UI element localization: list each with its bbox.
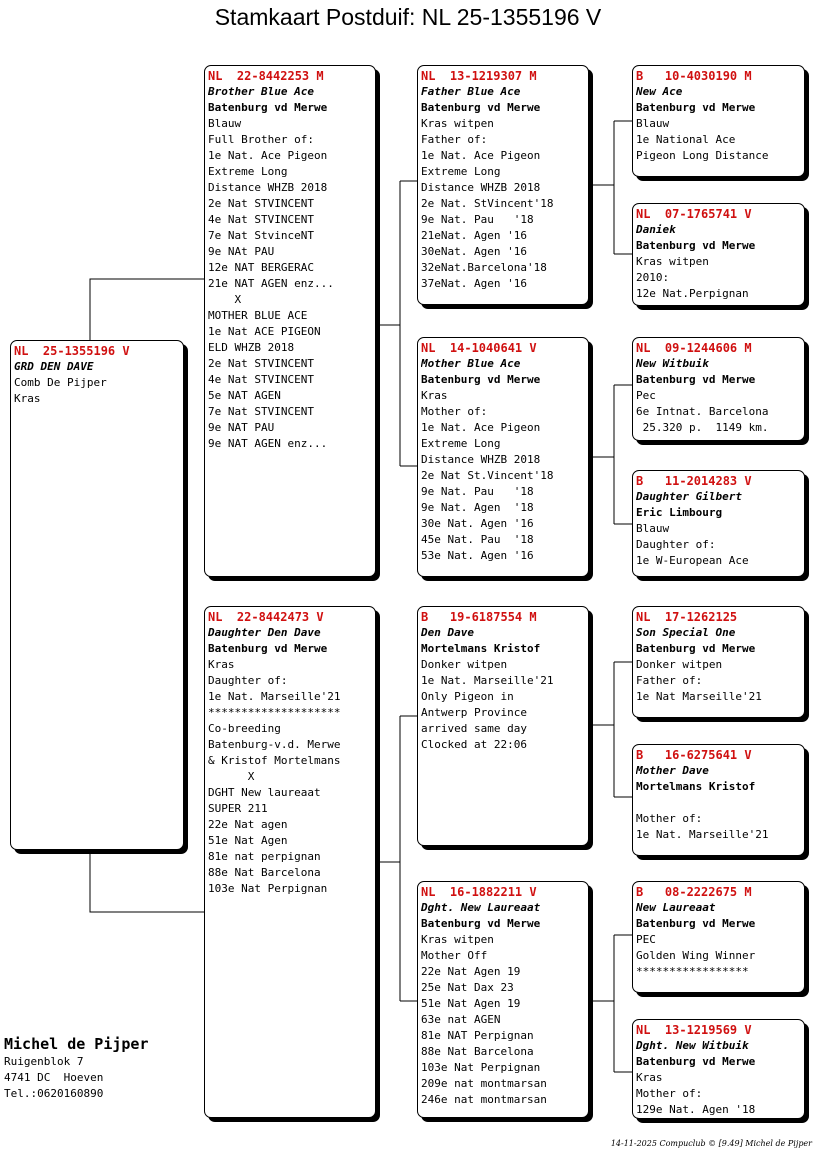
card-text-line: 21eNat. Agen '16 — [421, 229, 527, 242]
card-text-line: 22e Nat Agen 19 — [421, 965, 521, 978]
card-text-line: 1e W-European Ace — [636, 554, 749, 567]
owner-phone: Tel.:0620160890 — [4, 1087, 104, 1100]
ring-number: NL 22-8442253 M — [208, 69, 324, 83]
pedigree-card-dam-dam-sire — [632, 881, 805, 993]
card-text-line: 9e Nat. Pau '18 — [421, 213, 534, 226]
pedigree-card-sire-dam — [417, 337, 589, 577]
ring-number: NL 25-1355196 V — [14, 344, 130, 358]
card-text-line: Kras — [208, 658, 235, 671]
pigeon-name: Dght. New Witbuik — [636, 1039, 749, 1052]
card-text-line: 6e Intnat. Barcelona — [636, 405, 769, 418]
card-text-line: SUPER 211 — [208, 802, 268, 815]
breeder-name: Batenburg vd Merwe — [421, 917, 541, 930]
pigeon-name: Daughter Den Dave — [208, 626, 321, 639]
card-text-line: Kras — [636, 1071, 663, 1084]
card-text-line: Mother Off — [421, 949, 488, 962]
ring-number: B 11-2014283 V — [636, 474, 752, 488]
card-text-line: 103e Nat Perpignan — [208, 882, 328, 895]
card-text-line: 9e Nat. Pau '18 — [421, 485, 534, 498]
card-text-line: 1e Nat. Marseille'21 — [421, 674, 554, 687]
card-text-line: 103e Nat Perpignan — [421, 1061, 541, 1074]
breeder-name: Batenburg vd Merwe — [636, 239, 756, 252]
card-text-line: 21e NAT AGEN enz... — [208, 277, 334, 290]
card-text-line: 45e Nat. Pau '18 — [421, 533, 534, 546]
pedigree-card-sire-sire-sire — [632, 65, 805, 177]
card-text-line: Clocked at 22:06 — [421, 738, 527, 751]
card-text-line: 4e Nat STVINCENT — [208, 213, 314, 226]
ring-number: B 08-2222675 M — [636, 885, 752, 899]
card-text-line: DGHT New laureaat — [208, 786, 321, 799]
pedigree-card-dam-sire-dam — [632, 744, 805, 856]
card-text-line: Pec — [636, 389, 656, 402]
card-text-line: 2e Nat STVINCENT — [208, 197, 314, 210]
card-text-line: Blauw — [208, 117, 242, 130]
pedigree-card-sire — [204, 65, 376, 577]
pigeon-name: Dght. New Laureaat — [421, 901, 541, 914]
card-text-line: & Kristof Mortelmans — [208, 754, 341, 767]
card-text-line: 32eNat.Barcelona'18 — [421, 261, 547, 274]
card-text-line: MOTHER BLUE ACE — [208, 309, 308, 322]
ring-number: NL 13-1219569 V — [636, 1023, 752, 1037]
card-text-line: 9e NAT PAU — [208, 421, 275, 434]
pigeon-name: GRD DEN DAVE — [14, 360, 94, 373]
card-text-line: 22e Nat agen — [208, 818, 288, 831]
pedigree-card-sire-sire-dam — [632, 203, 805, 306]
ring-number: NL 17-1262125 — [636, 610, 738, 624]
card-text-line: 1e Nat ACE PIGEON — [208, 325, 321, 338]
card-text-line: X — [208, 293, 242, 306]
card-text-line: Daughter of: — [636, 538, 716, 551]
card-text-line: 81e NAT Perpignan — [421, 1029, 534, 1042]
pigeon-name: Mother Blue Ace — [421, 357, 521, 370]
pigeon-name: New Laureaat — [636, 901, 716, 914]
card-text-line: Father of: — [421, 133, 488, 146]
breeder-name: Batenburg vd Merwe — [636, 917, 756, 930]
card-text-line: Comb De Pijper — [14, 376, 107, 389]
card-text-line: 81e nat perpignan — [208, 850, 321, 863]
footer-credits: 14-11-2025 Compuclub © [9.49] Michel de Pijper — [610, 1139, 812, 1148]
card-text-line: Kras witpen — [421, 117, 494, 130]
ring-number: NL 13-1219307 M — [421, 69, 537, 83]
card-text-line: 1e Nat. Ace Pigeon — [421, 421, 541, 434]
page-title: Stamkaart Postduif: NL 25-1355196 V — [214, 4, 602, 30]
card-text-line: 5e NAT AGEN — [208, 389, 281, 402]
owner-address-city: 4741 DC Hoeven — [4, 1071, 104, 1084]
breeder-name: Batenburg vd Merwe — [421, 101, 541, 114]
pedigree-card-subject — [10, 340, 184, 850]
card-text-line: Extreme Long — [421, 165, 501, 178]
ring-number: NL 16-1882211 V — [421, 885, 537, 899]
breeder-name: Mortelmans Kristof — [636, 780, 756, 793]
card-text-line: Distance WHZB 2018 — [421, 181, 541, 194]
ring-number: NL 09-1244606 M — [636, 341, 752, 355]
card-text-line: 1e Nat Marseille'21 — [636, 690, 762, 703]
card-text-line: Donker witpen — [636, 658, 723, 671]
breeder-name: Batenburg vd Merwe — [636, 373, 756, 386]
ring-number: B 16-6275641 V — [636, 748, 752, 762]
card-text-line: 209e nat montmarsan — [421, 1077, 547, 1090]
card-text-line: ***************** — [636, 965, 749, 978]
card-text-line: 1e National Ace — [636, 133, 736, 146]
card-text-line: 25e Nat Dax 23 — [421, 981, 514, 994]
ring-number: NL 07-1765741 V — [636, 207, 752, 221]
card-text-line: Mother of: — [636, 1087, 703, 1100]
pigeon-name: Son Special One — [636, 626, 736, 639]
ring-number: B 10-4030190 M — [636, 69, 752, 83]
card-text-line: 53e Nat. Agen '16 — [421, 549, 534, 562]
breeder-name: Mortelmans Kristof — [421, 642, 541, 655]
pigeon-name: Daniek — [636, 223, 676, 236]
breeder-name: Batenburg vd Merwe — [636, 642, 756, 655]
card-text-line: Kras — [421, 389, 448, 402]
breeder-name: Batenburg vd Merwe — [208, 101, 328, 114]
pedigree-card-dam-dam-dam — [632, 1019, 805, 1119]
card-text-line: 9e NAt PAU — [208, 245, 275, 258]
card-text-line: PEC — [636, 933, 656, 946]
pigeon-name: Den Dave — [421, 626, 474, 639]
ring-number: NL 22-8442473 V — [208, 610, 324, 624]
card-text-line: arrived same day — [421, 722, 527, 735]
card-text-line: 63e nat AGEN — [421, 1013, 501, 1026]
card-text-line: 88e Nat Barcelona — [421, 1045, 534, 1058]
card-text-line: 12e Nat.Perpignan — [636, 287, 749, 300]
card-text-line: ELD WHZB 2018 — [208, 341, 295, 354]
pigeon-name: Brother Blue Ace — [208, 85, 314, 98]
card-text-line: 2e Nat. StVincent'18 — [421, 197, 554, 210]
owner-name: Michel de Pijper — [4, 1035, 149, 1053]
card-text-line: Distance WHZB 2018 — [208, 181, 328, 194]
card-text-line: 246e nat montmarsan — [421, 1093, 547, 1106]
card-text-line: 4e Nat STVINCENT — [208, 373, 314, 386]
card-text-line: 30eNat. Agen '16 — [421, 245, 527, 258]
owner-address-street: Ruigenblok 7 — [4, 1055, 84, 1068]
card-text-line: 51e Nat Agen — [208, 834, 288, 847]
card-text-line: Blauw — [636, 522, 670, 535]
card-text-line: 37eNat. Agen '16 — [421, 277, 527, 290]
pedigree-card-sire-dam-sire — [632, 337, 805, 441]
pedigree-card-dam — [204, 606, 376, 1118]
breeder-name: Eric Limbourg — [636, 506, 723, 519]
card-text-line: Extreme Long — [208, 165, 288, 178]
card-text-line: Pigeon Long Distance — [636, 149, 769, 162]
card-text-line: Co-breeding — [208, 722, 281, 735]
card-text-line: 129e Nat. Agen '18 — [636, 1103, 756, 1116]
card-text-line: 12e NAT BERGERAC — [208, 261, 314, 274]
card-text-line: X — [208, 770, 255, 783]
card-text-line: Extreme Long — [421, 437, 501, 450]
pigeon-name: Daughter Gilbert — [636, 490, 742, 503]
breeder-name: Batenburg vd Merwe — [636, 1055, 756, 1068]
breeder-name: Batenburg vd Merwe — [421, 373, 541, 386]
card-text-line: 1e Nat. Marseille'21 — [636, 828, 769, 841]
pigeon-name: Mother Dave — [636, 764, 709, 777]
card-text-line: Daughter of: — [208, 674, 288, 687]
card-text-line: 2e Nat STVINCENT — [208, 357, 314, 370]
card-text-line: 1e Nat. Ace Pigeon — [208, 149, 328, 162]
card-text-line: 9e NAT AGEN enz... — [208, 437, 328, 450]
card-text-line: 7e Nat StvinceNT — [208, 229, 314, 242]
card-text-line: Batenburg-v.d. Merwe — [208, 738, 341, 751]
card-text-line: Golden Wing Winner — [636, 949, 756, 962]
card-text-line: Kras — [14, 392, 41, 405]
card-text-line: 30e Nat. Agen '16 — [421, 517, 534, 530]
pigeon-name: New Ace — [636, 85, 683, 98]
card-text-line: Donker witpen — [421, 658, 508, 671]
breeder-name: Batenburg vd Merwe — [636, 101, 756, 114]
ring-number: B 19-6187554 M — [421, 610, 537, 624]
ring-number: NL 14-1040641 V — [421, 341, 537, 355]
card-text-line: Distance WHZB 2018 — [421, 453, 541, 466]
pedigree-card-sire-sire — [417, 65, 589, 305]
card-text-line: Blauw — [636, 117, 670, 130]
card-text-line: Kras witpen — [636, 255, 709, 268]
card-text-line — [636, 795, 801, 811]
card-text-line: Full Brother of: — [208, 133, 314, 146]
card-text-line: 1e Nat. Marseille'21 — [208, 690, 341, 703]
card-text-line: Mother of: — [636, 812, 703, 825]
card-text-line: ******************** — [208, 706, 341, 719]
owner-block — [4, 1034, 149, 1102]
pedigree-card-dam-sire — [417, 606, 589, 846]
card-text-line: 7e Nat STVINCENT — [208, 405, 314, 418]
card-text-line: 9e Nat. Agen '18 — [421, 501, 534, 514]
pedigree-card-dam-sire-sire — [632, 606, 805, 718]
card-text-line: Antwerp Province — [421, 706, 527, 719]
card-text-line: 2e Nat St.Vincent'18 — [421, 469, 554, 482]
pedigree-card-dam-dam — [417, 881, 589, 1118]
pigeon-name: Father Blue Ace — [421, 85, 521, 98]
breeder-name: Batenburg vd Merwe — [208, 642, 328, 655]
card-text-line: Kras witpen — [421, 933, 494, 946]
card-text-line: Father of: — [636, 674, 703, 687]
card-text-line: 88e Nat Barcelona — [208, 866, 321, 879]
card-text-line: Only Pigeon in — [421, 690, 514, 703]
pigeon-name: New Witbuik — [636, 357, 709, 370]
card-text-line: 1e Nat. Ace Pigeon — [421, 149, 541, 162]
card-text-line: 25.320 p. 1149 km. — [636, 421, 769, 434]
card-text-line: 2010: — [636, 271, 670, 284]
pedigree-card-sire-dam-dam — [632, 470, 805, 577]
card-text-line: Mother of: — [421, 405, 488, 418]
card-text-line: 51e Nat Agen 19 — [421, 997, 521, 1010]
